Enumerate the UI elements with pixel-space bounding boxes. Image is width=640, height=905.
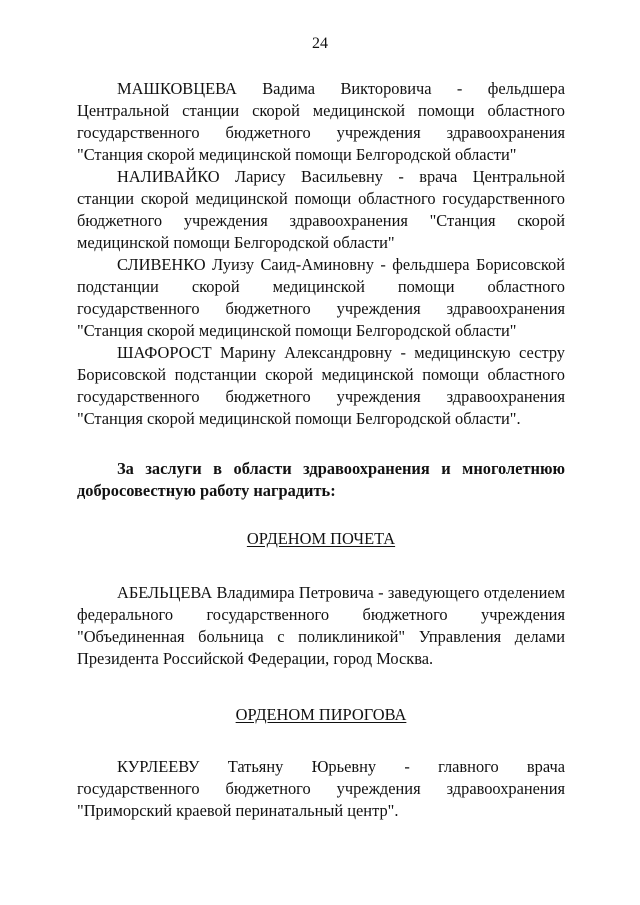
award-entry-abeltsev: АБЕЛЬЦЕВА Владимира Петровича - заведующего отделением федерального государственного бюджетного учреждения "Объединенная больница с поликлиникой" Управления делами Президента Российской Федерации, город Москва. xyxy=(77,583,565,668)
award-entry-nalivayko: НАЛИВАЙКО Ларису Васильевну - врача Центральной станции скорой медицинской помощи областного государственного бюджетного учреждения здравоохранения "Станция скорой медицинской помощи Белгородской области" xyxy=(77,167,565,252)
section-heading-order-of-pirogov: ОРДЕНОМ ПИРОГОВА xyxy=(235,705,407,724)
section-heading-order-of-honor: ОРДЕНОМ ПОЧЕТА xyxy=(246,529,396,548)
document-body xyxy=(77,78,565,822)
award-entry-mashkovtsev: МАШКОВЦЕВА Вадима Викторовича - фельдшера Центральной станции скорой медицинской помощи областного государственного бюджетного учреждения здравоохранения "Станция скорой медицинской помощи Белгородской области" xyxy=(77,79,565,164)
award-entry-shaforost: ШАФОРОСТ Марину Александровну - медицинскую сестру Борисовской подстанции скорой медицинской помощи областного государственного бюджетного учреждения здравоохранения "Станция скорой медицинской помощи Белгородской области". xyxy=(77,343,565,428)
award-entry-slivenko: СЛИВЕНКО Луизу Саид-Аминовну - фельдшера Борисовской подстанции скорой медицинской помощи областного государственного бюджетного учреждения здравоохранения "Станция скорой медицинской помощи Белгородской области" xyxy=(77,255,565,340)
award-intro: За заслуги в области здравоохранения и многолетнюю добросовестную работу наградить: xyxy=(77,459,565,500)
award-entry-kurleeva: КУРЛЕЕВУ Татьяну Юрьевну - главного врача государственного бюджетного учреждения здравоохранения "Приморский краевой перинатальный центр". xyxy=(77,757,565,820)
page-number: 24 xyxy=(312,35,328,52)
